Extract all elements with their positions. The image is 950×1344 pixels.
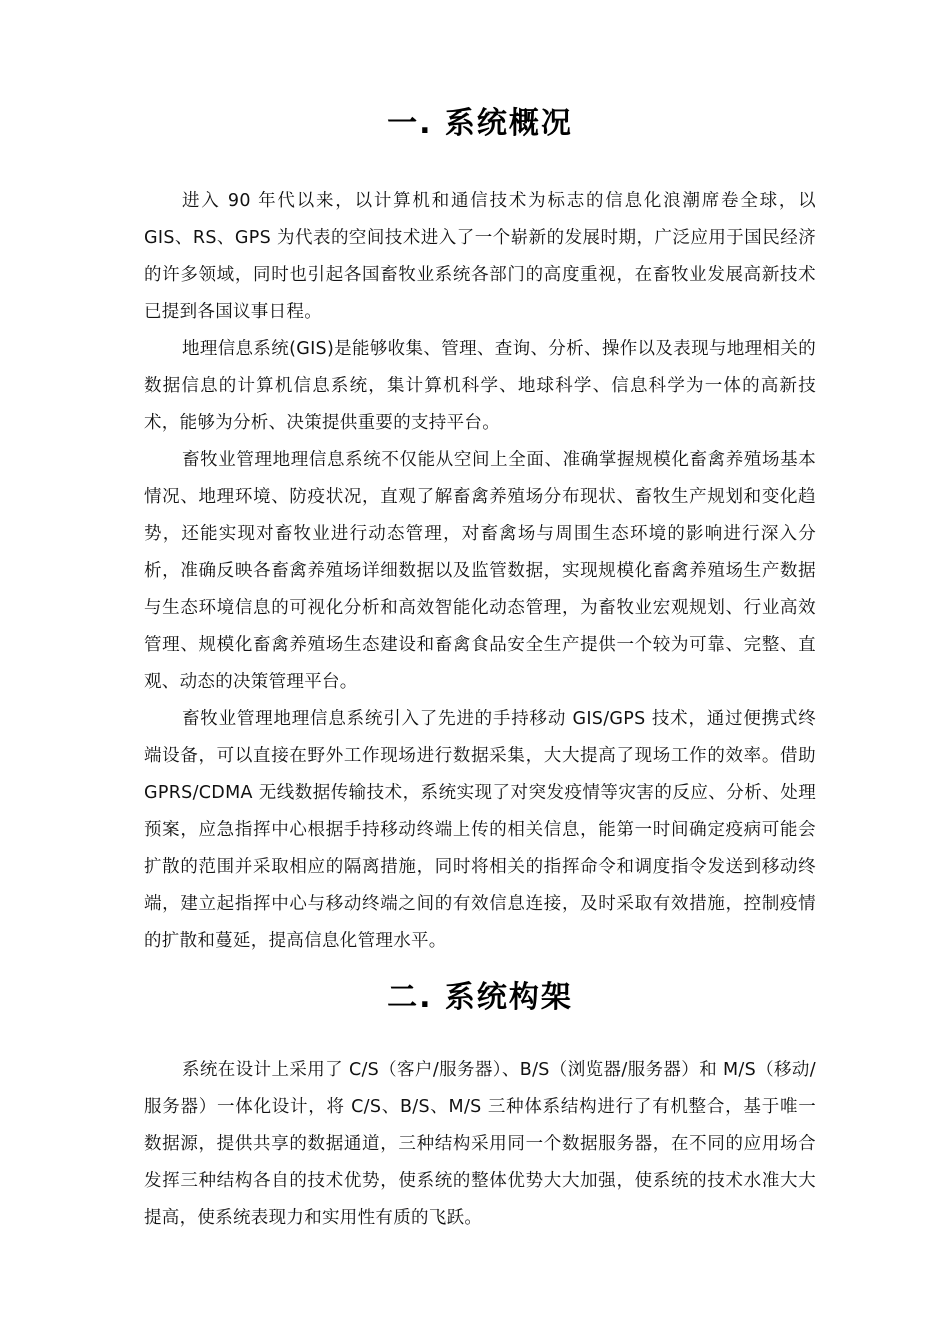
paragraph: 进入 90 年代以来，以计算机和通信技术为标志的信息化浪潮席卷全球，以 GIS、RS、GPS 为代表的空间技术进入了一个崭新的发展时期，广泛应用于国民经济的许多领域，同时也引起各国畜牧业系统各部门的高度重视，在畜牧业发展高新技术已提到各国议事日程。 [144,191,816,322]
section-title-overview: 一. 系统概况 [387,106,573,141]
paragraph: 系统在设计上采用了 C/S（客户/服务器）、B/S（浏览器/服务器）和 M/S（移动/服务器）一体化设计，将 C/S、B/S、M/S 三种体系结构进行了有机整合，基于唯一数据源，提供共享的数据通道，三种结构采用同一个数据服务器，在不同的应用场合发挥三种结构各自的技术优势，使系统的整体优势大大加强，使系统的技术水准大大提高，使系统表现力和实用性有质的飞跃。 [144,1060,816,1228]
paragraph: 畜牧业管理地理信息系统不仅能从空间上全面、准确掌握规模化畜禽养殖场基本情况、地理环境、防疫状况，直观了解畜禽养殖场分布现状、畜牧生产规划和变化趋势，还能实现对畜牧业进行动态管理，对畜禽场与周围生态环境的影响进行深入分析，准确反映各畜禽养殖场详细数据以及监管数据，实现规模化畜禽养殖场生产数据与生态环境信息的可视化分析和高效智能化动态管理，为畜牧业宏观规划、行业高效管理、规模化畜禽养殖场生态建设和畜禽食品安全生产提供一个较为可靠、完整、直观、动态的决策管理平台。 [144,450,816,692]
document-page [144,0,816,1237]
section-title-architecture: 二. 系统构架 [387,980,573,1015]
paragraph: 地理信息系统(GIS)是能够收集、管理、查询、分析、操作以及表现与地理相关的数据信息的计算机信息系统，集计算机科学、地球科学、信息科学为一体的高新技术，能够为分析、决策提供重要的支持平台。 [144,339,816,433]
paragraph: 畜牧业管理地理信息系统引入了先进的手持移动 GIS/GPS 技术，通过便携式终端设备，可以直接在野外工作现场进行数据采集，大大提高了现场工作的效率。借助 GPRS/CDMA 无线数据传输技术，系统实现了对突发疫情等灾害的反应、分析、处理预案，应急指挥中心根据手持移动终端上传的相关信息，能第一时间确定疫病可能会扩散的范围并采取相应的隔离措施，同时将相关的指挥命令和调度指令发送到移动终端，建立起指挥中心与移动终端之间的有效信息连接，及时采取有效措施，控制疫情的扩散和蔓延，提高信息化管理水平。 [144,709,816,951]
